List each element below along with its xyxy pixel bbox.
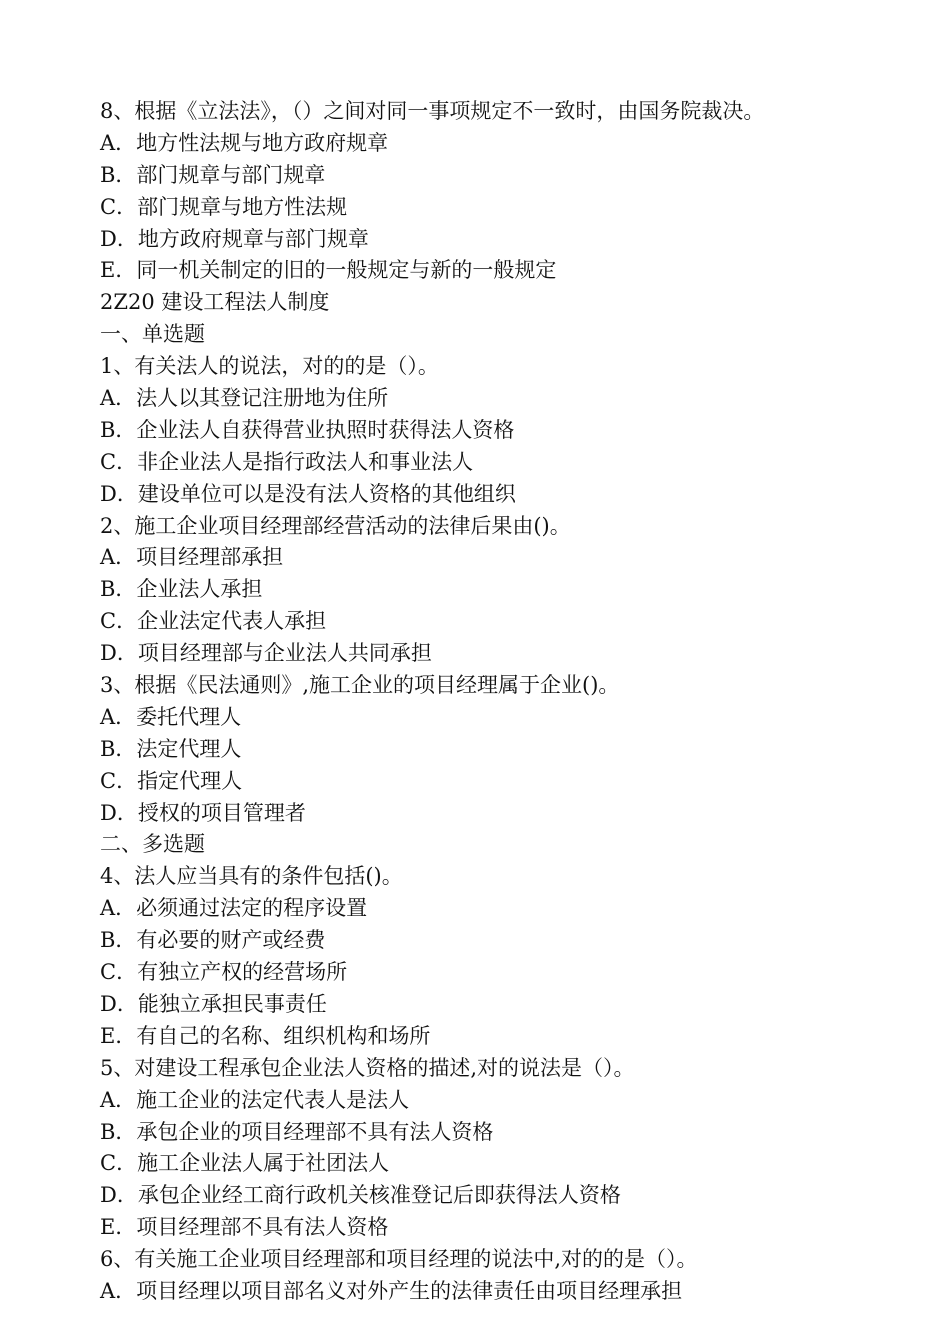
question-4: 4、法人应当具有的条件包括()。 [100,864,403,889]
option-b: B．企业法人承担 [100,577,263,602]
option-a: A．必须通过法定的程序设置 [100,896,368,921]
question-2: 2、施工企业项目经理部经营活动的法律后果由()。 [100,513,571,538]
document-page [100,96,930,1308]
option-a: A．项目经理部承担 [100,545,284,570]
question-1: 1、有关法人的说法，对的的是（）。 [100,354,439,379]
option-b: B．法定代理人 [100,736,242,761]
option-c: C．非企业法人是指行政法人和事业法人 [100,449,474,474]
option-e: E．项目经理部不具有法人资格 [100,1215,389,1240]
option-a: A．项目经理以项目部名义对外产生的法律责任由项目经理承担 [100,1278,683,1303]
option-c: C．有独立产权的经营场所 [100,960,348,985]
option-a: A．法人以其登记注册地为住所 [100,386,389,411]
option-b: B．有必要的财产或经费 [100,928,326,953]
question-8: 8、根据《立法法》，（）之间对同一事项规定不一致时，由国务院裁决。 [100,99,765,123]
option-e: E．同一机关制定的旧的一般规定与新的一般规定 [100,258,557,283]
option-c: C．企业法定代表人承担 [100,609,327,634]
option-e: E．有自己的名称、组织机构和场所 [100,1023,431,1048]
option-d: D．地方政府规章与部门规章 [100,226,369,251]
option-a: A．地方性法规与地方政府规章 [100,130,389,155]
subsection-heading: 一、单选题 [100,322,205,347]
section-heading: 2Z20 建设工程法人制度 [100,290,330,315]
option-d: D．授权的项目管理者 [100,800,306,825]
option-b: B．企业法人自获得营业执照时获得法人资格 [100,417,515,442]
question-3: 3、根据《民法通则》,施工企业的项目经理属于企业()。 [100,673,620,698]
option-c: C．施工企业法人属于社团法人 [100,1151,390,1176]
question-5: 5、对建设工程承包企业法人资格的描述,对的说法是（）。 [100,1055,635,1080]
option-b: B．承包企业的项目经理部不具有法人资格 [100,1119,494,1144]
option-d: D．能独立承担民事责任 [100,991,327,1016]
subsection-heading: 二、多选题 [100,832,205,857]
option-c: C．指定代理人 [100,768,243,793]
question-6: 6、有关施工企业项目经理部和项目经理的说法中,对的的是（）。 [100,1247,698,1272]
option-d: D．承包企业经工商行政机关核准登记后即获得法人资格 [100,1183,621,1208]
option-a: A．委托代理人 [100,704,242,729]
option-b: B．部门规章与部门规章 [100,162,326,187]
option-a: A．施工企业的法定代表人是法人 [100,1087,410,1112]
option-c: C．部门规章与地方性法规 [100,194,348,219]
option-d: D．建设单位可以是没有法人资格的其他组织 [100,481,516,506]
option-d: D．项目经理部与企业法人共同承担 [100,641,432,666]
